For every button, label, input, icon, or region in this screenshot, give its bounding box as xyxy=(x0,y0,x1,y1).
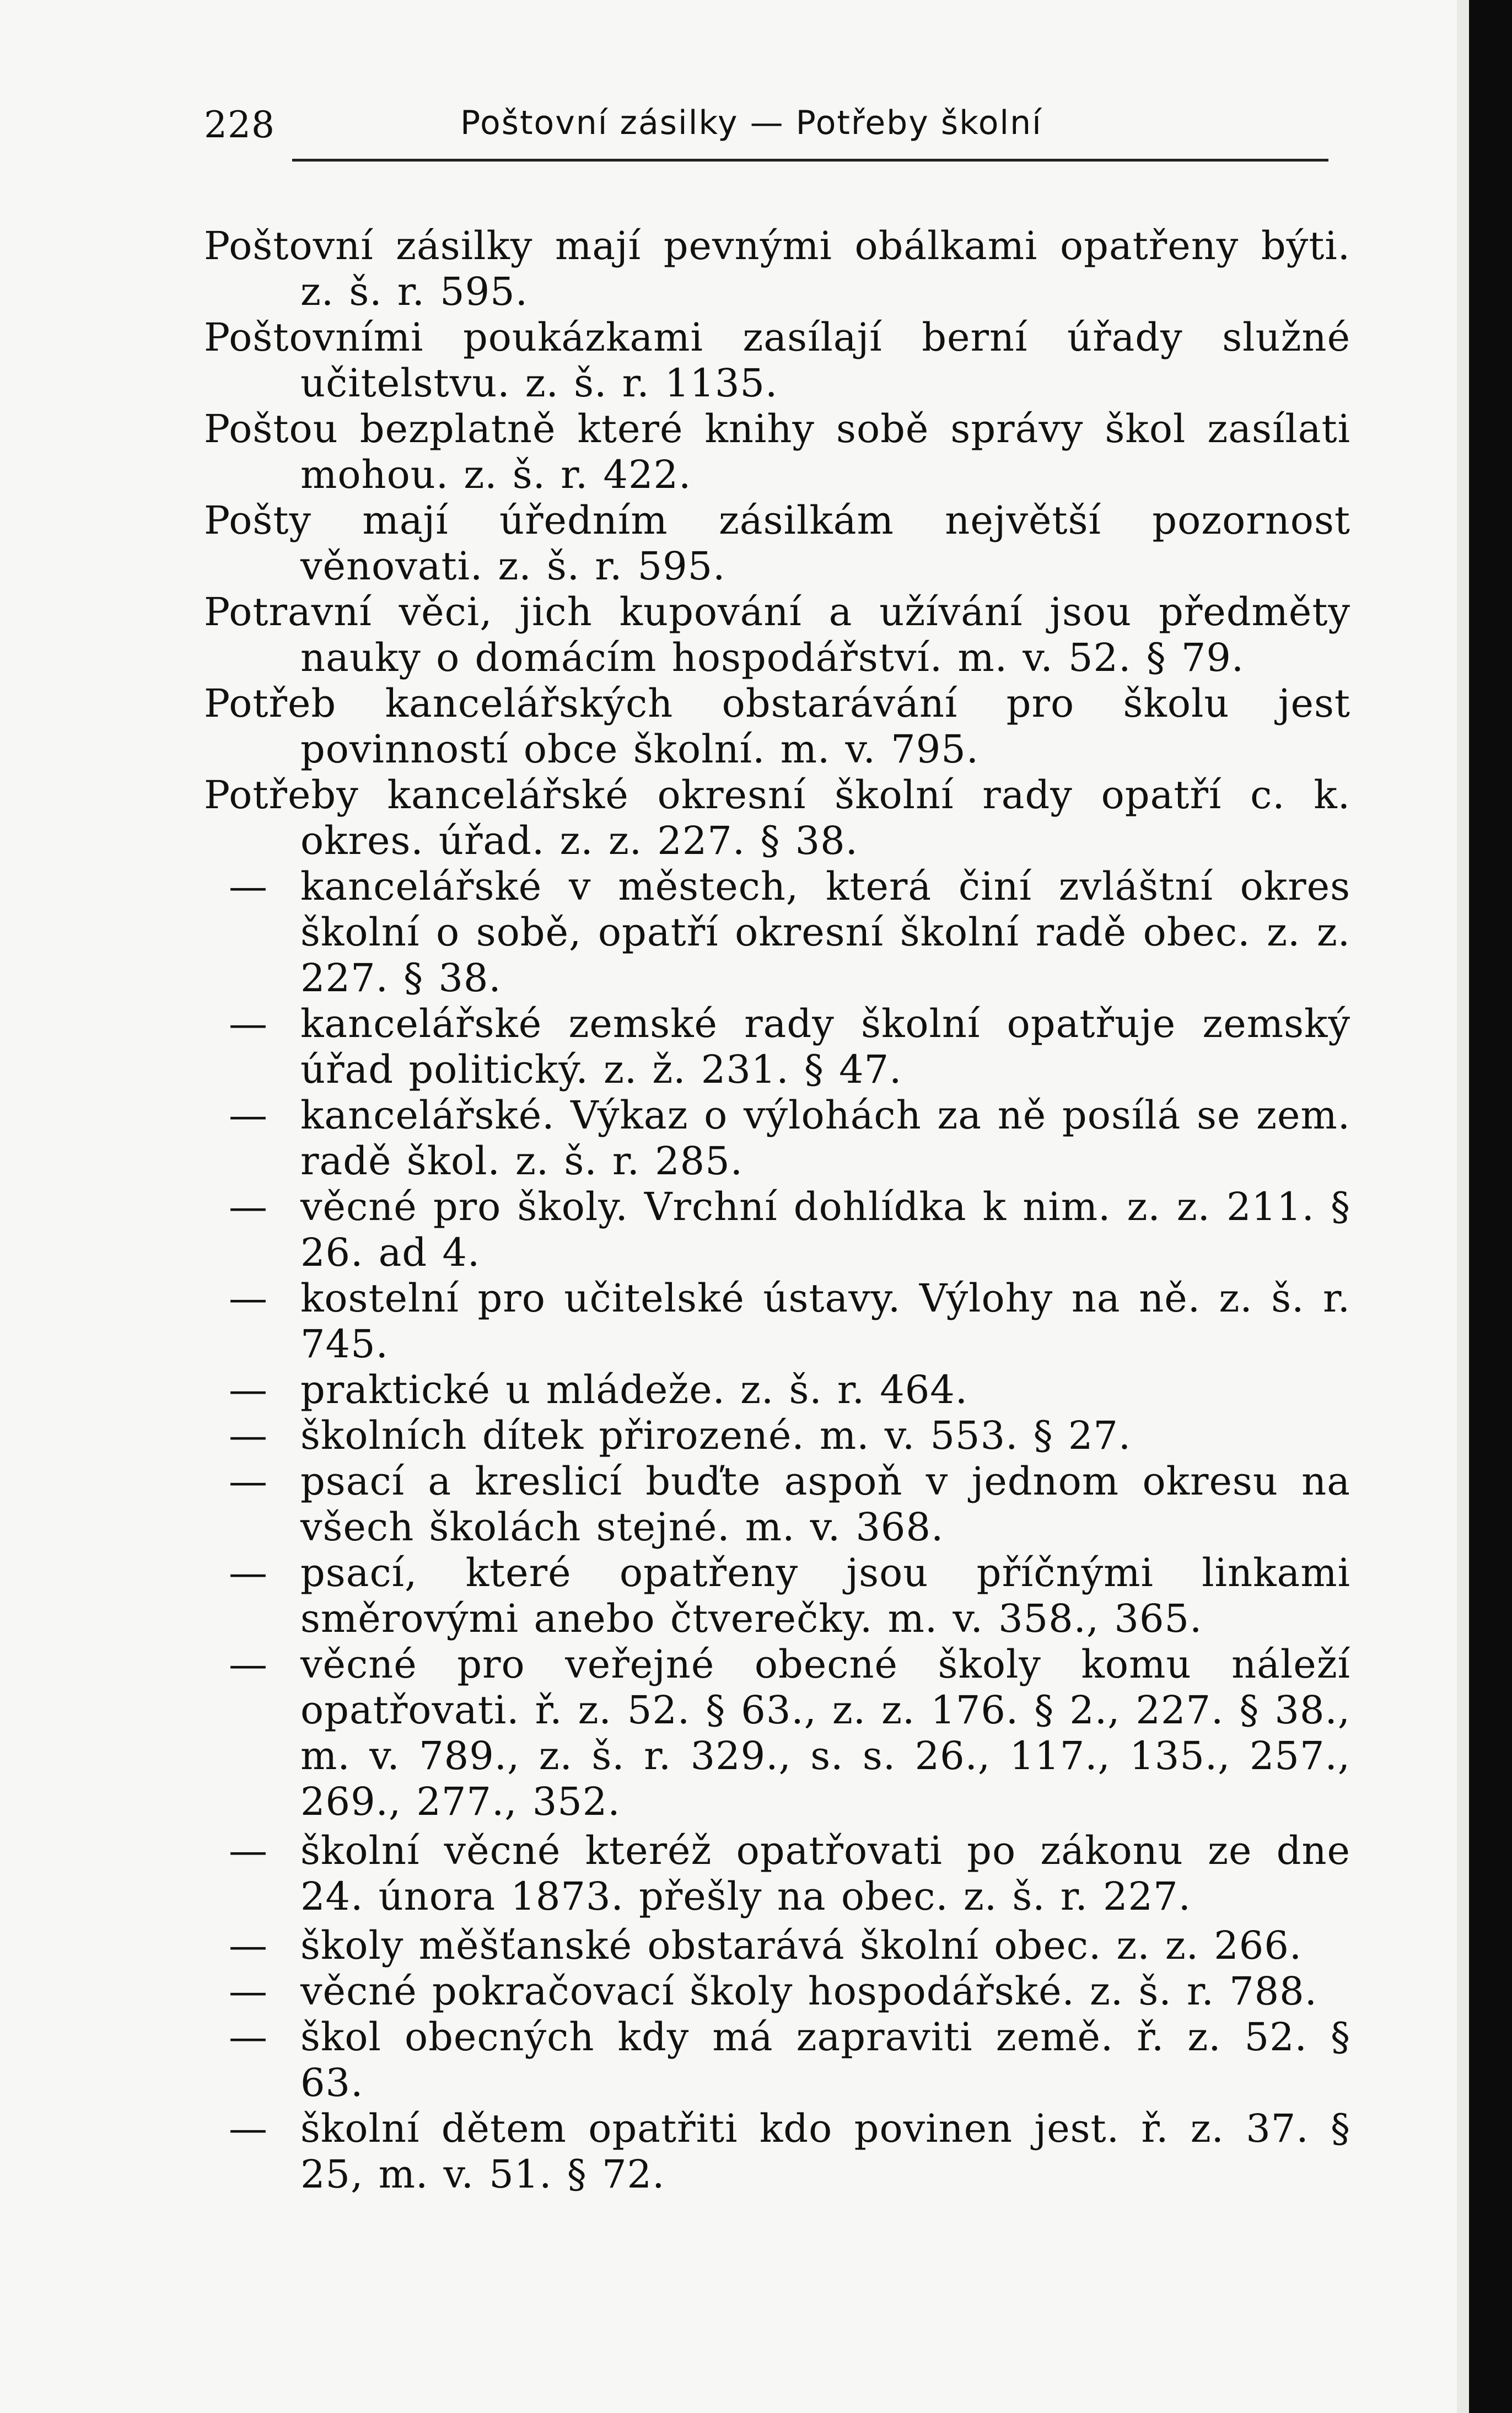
entry-dash: — xyxy=(229,1923,268,1968)
entry-text: školní věcné kteréž opatřovati po zákonu ze dne 24. února 1873. přešly na obec. z. š. r. 227. xyxy=(300,1828,1350,1919)
entry-text: škol obecných kdy má zapraviti země. ř. z. 52. § 63. xyxy=(300,2014,1350,2105)
entry-text: Pošty mají úředním zásilkám největší pozornost věnovati. z. š. r. 595. xyxy=(204,498,1350,589)
entry-dash: — xyxy=(229,1413,268,1458)
page-edge-gap xyxy=(1457,0,1469,2413)
entry-dash: — xyxy=(229,1276,268,1321)
entry-dash: — xyxy=(229,1093,268,1138)
entry-text: Poštovní zásilky mají pevnými obálkami opatřeny býti. z. š. r. 595. xyxy=(204,223,1350,314)
entry-text: věcné pro školy. Vrchní dohlídka k nim. z. z. 211. § 26. ad 4. xyxy=(300,1184,1350,1275)
index-subentry xyxy=(204,1093,1350,1184)
entry-dash: — xyxy=(229,1184,268,1229)
entry-dash: — xyxy=(229,1969,268,2014)
entry-dash: — xyxy=(229,864,268,909)
entry-text: kancelářské zemské rady školní opatřuje zemský úřad politický. z. ž. 231. § 47. xyxy=(300,1001,1350,1092)
index-subentry xyxy=(204,1184,1350,1276)
entry-text: věcné pro veřejné obecné školy komu náleží opatřovati. ř. z. 52. § 63., z. z. 176. § 2., 227. § 38., m. v. 789., z. š. r. 329., s. s. 26., 117., 135., 257., 269., 277., 352. xyxy=(300,1642,1350,1824)
entry-text: školní dětem opatřiti kdo povinen jest. ř. z. 37. § 25, m. v. 51. § 72. xyxy=(300,2106,1350,2197)
index-entry xyxy=(204,315,1350,406)
running-title: Poštovní zásilky — Potřeby školní xyxy=(460,104,1042,142)
index-subentry xyxy=(204,1001,1350,1093)
page-number: 228 xyxy=(204,104,275,146)
entry-text: Poštou bezplatně které knihy sobě správy škol zasílati mohou. z. š. r. 422. xyxy=(204,406,1350,497)
entry-text: psací, které opatřeny jsou příčnými linkami směrovými anebo čtverečky. m. v. 358., 365. xyxy=(300,1550,1350,1641)
index-subentry xyxy=(204,1459,1350,1550)
header-rule xyxy=(292,159,1328,162)
index-subentry xyxy=(204,1969,1350,2014)
entry-text: psací a kreslicí buďte aspoň v jednom okresu na všech školách stejné. m. v. 368. xyxy=(300,1459,1350,1550)
entry-dash: — xyxy=(229,2106,268,2151)
entry-dash: — xyxy=(229,1828,268,1873)
entry-text: Poštovními poukázkami zasílají berní úřady služné učitelstvu. z. š. r. 1135. xyxy=(204,315,1350,406)
index-subentry xyxy=(204,2106,1350,2197)
index-subentry xyxy=(204,2014,1350,2106)
entry-text: Potřeby kancelářské okresní školní rady opatří c. k. okres. úřad. z. z. 227. § 38. xyxy=(204,772,1350,863)
index-subentry xyxy=(204,1923,1350,1969)
index-entry xyxy=(204,589,1350,681)
index-subentry xyxy=(204,1413,1350,1459)
index-subentry xyxy=(204,1276,1350,1367)
entry-text: Potřeb kancelářských obstarávání pro školu jest povinností obce školní. m. v. 795. xyxy=(204,681,1350,772)
index-entries xyxy=(204,223,1350,2197)
index-subentry xyxy=(204,1642,1350,1825)
index-entry xyxy=(204,406,1350,498)
page-header xyxy=(204,99,1328,149)
index-entry xyxy=(204,681,1350,772)
entry-dash: — xyxy=(229,1459,268,1504)
entry-text: věcné pokračovací školy hospodářské. z. š. r. 788. xyxy=(300,1969,1317,2014)
entry-dash: — xyxy=(229,1550,268,1595)
entry-text: kostelní pro učitelské ústavy. Výlohy na ně. z. š. r. 745. xyxy=(300,1276,1350,1367)
index-entry xyxy=(204,223,1350,315)
entry-text: praktické u mládeže. z. š. r. 464. xyxy=(300,1367,968,1412)
entry-text: školy měšťanské obstarává školní obec. z. z. 266. xyxy=(300,1923,1303,1968)
index-subentry xyxy=(204,864,1350,1001)
index-subentry xyxy=(204,1550,1350,1642)
index-subentry xyxy=(204,1367,1350,1413)
entry-text: školních dítek přirozené. m. v. 553. § 27. xyxy=(300,1413,1132,1458)
index-subentry xyxy=(204,1828,1350,1920)
entry-dash: — xyxy=(229,1642,268,1687)
index-entry xyxy=(204,498,1350,589)
entry-dash: — xyxy=(229,1001,268,1046)
entry-text: kancelářské v městech, která činí zvláštní okres školní o sobě, opatří okresní školní radě obec. z. z. 227. § 38. xyxy=(300,864,1350,1001)
page-edge-shadow xyxy=(1469,0,1512,2413)
entry-text: kancelářské. Výkaz o výlohách za ně posílá se zem. radě škol. z. š. r. 285. xyxy=(300,1093,1350,1184)
entry-dash: — xyxy=(229,1367,268,1412)
index-entry xyxy=(204,772,1350,864)
entry-dash: — xyxy=(229,2014,268,2060)
entry-text: Potravní věci, jich kupování a užívání jsou předměty nauky o domácím hospodářství. m. v. 52. § 79. xyxy=(204,589,1350,680)
